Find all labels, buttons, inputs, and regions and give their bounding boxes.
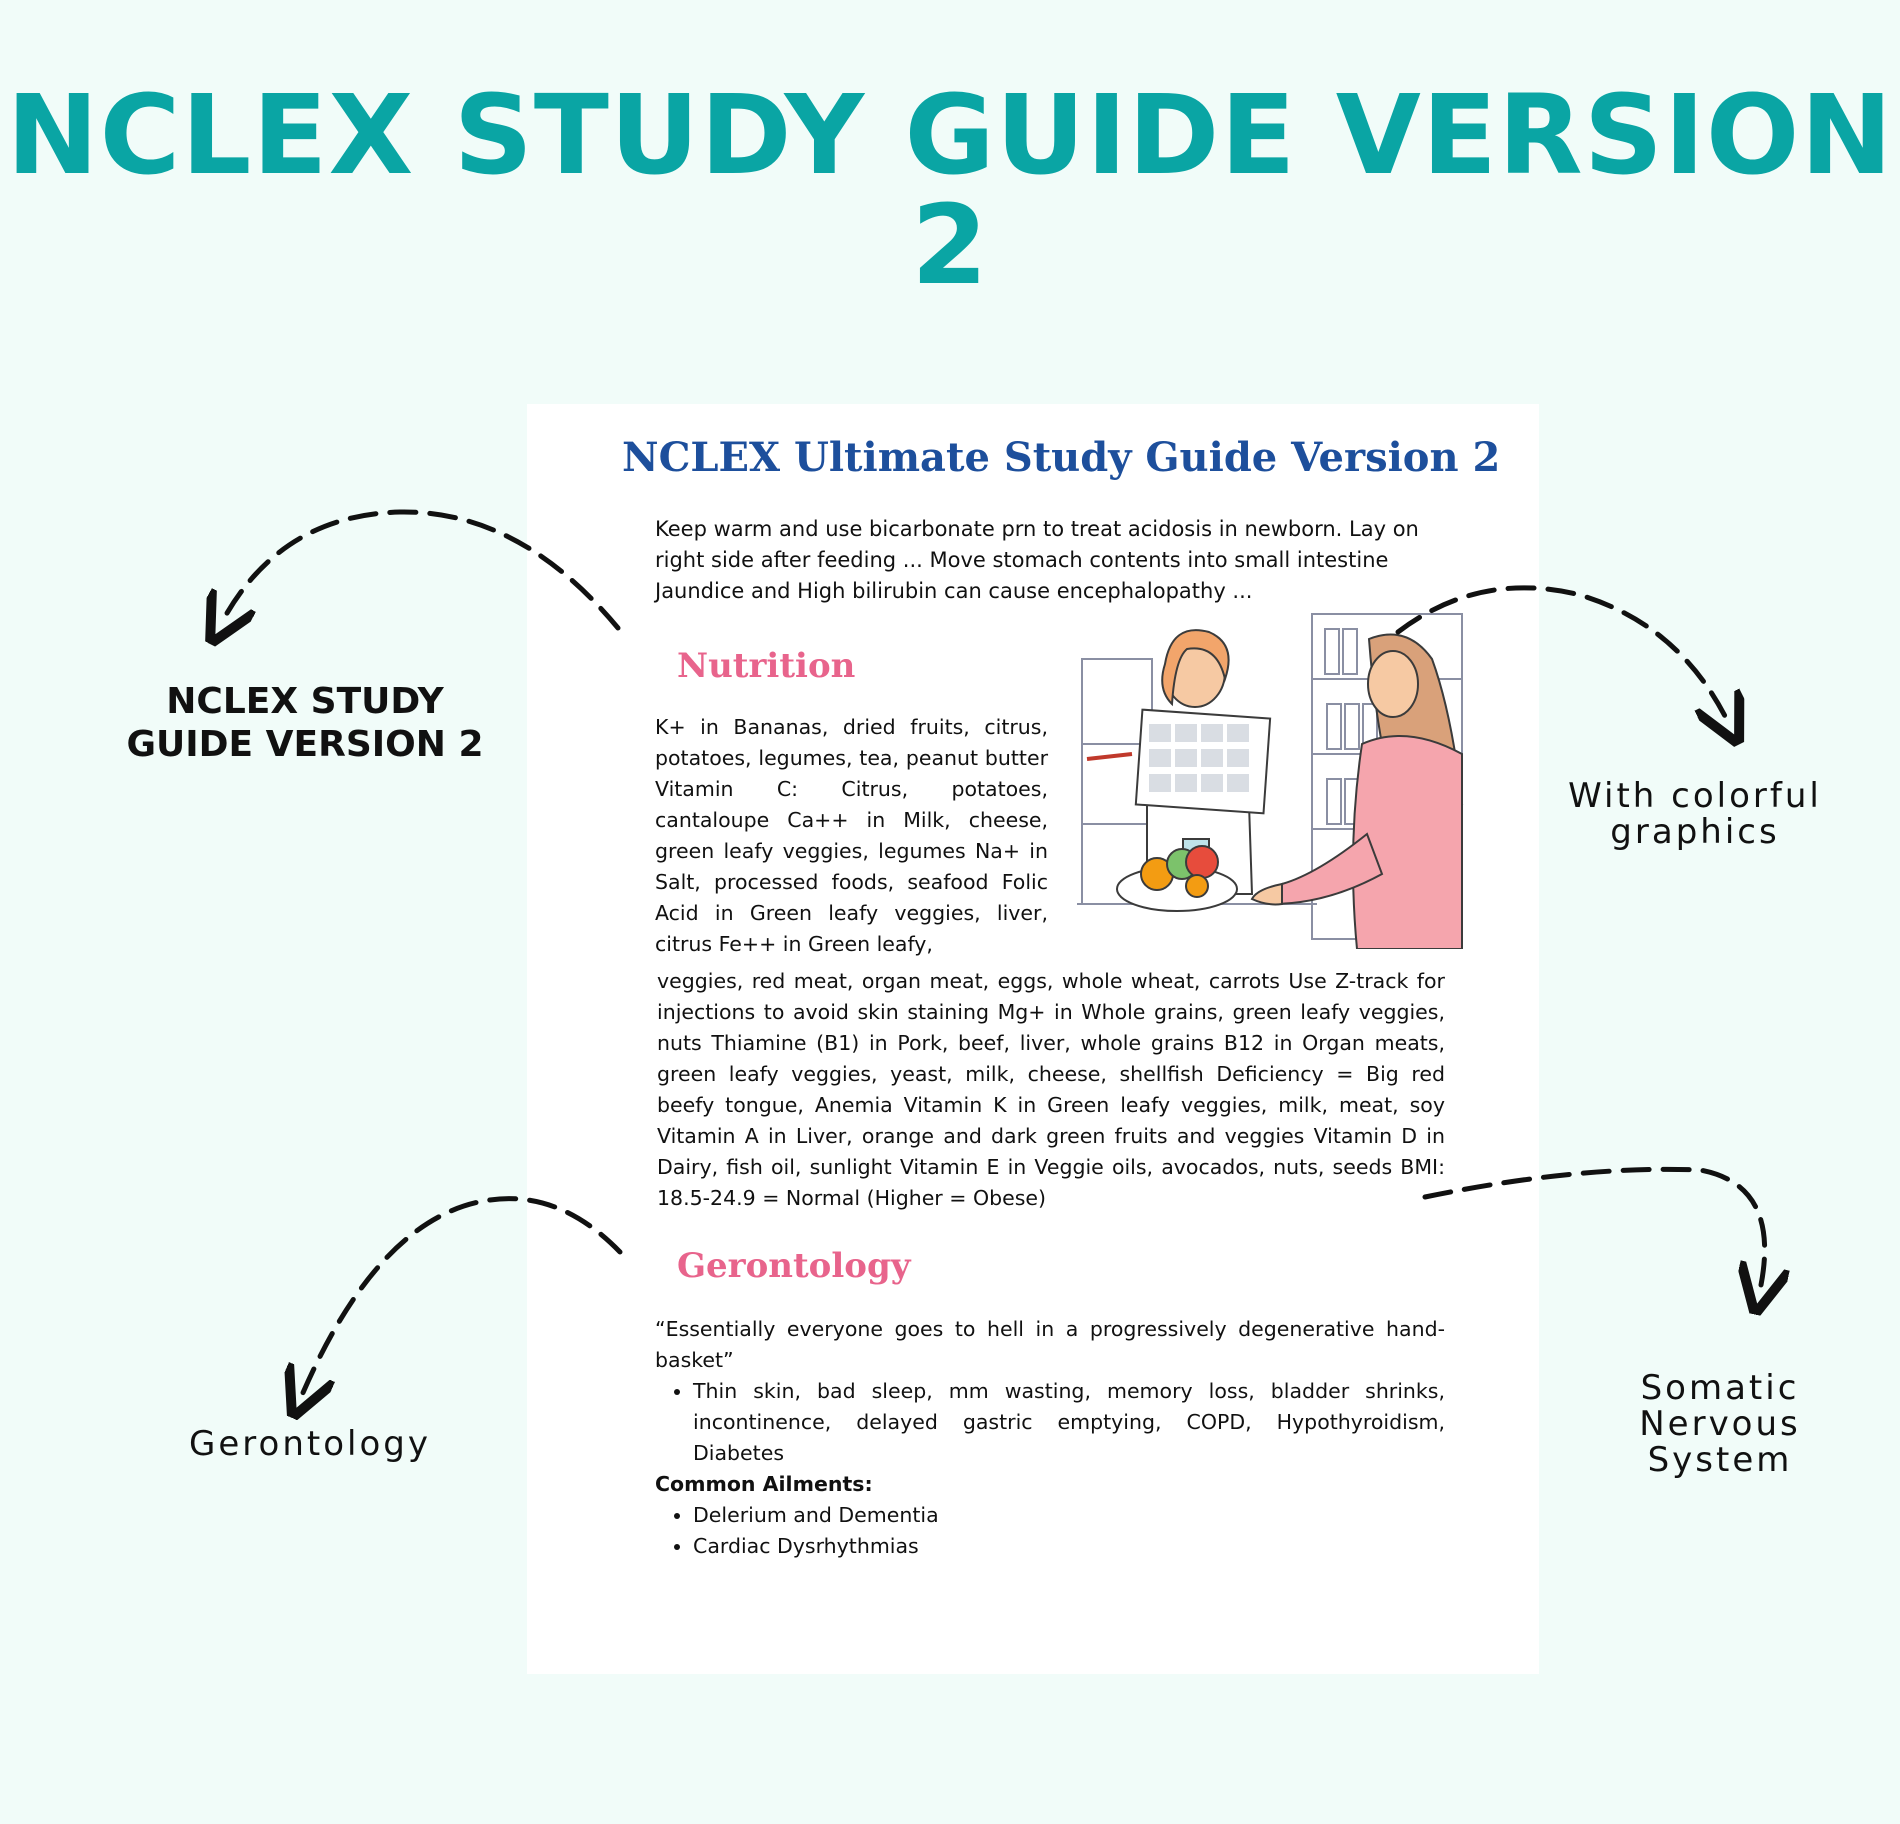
callout-top-left: NCLEX STUDY GUIDE VERSION 2 xyxy=(126,681,484,766)
document-page xyxy=(527,404,1539,1674)
gerontology-bullets xyxy=(655,1376,1445,1469)
ailments-label: Common Ailments: xyxy=(655,1472,873,1496)
callout-bottom-right: Somatic Nervous System xyxy=(1639,1368,1801,1480)
document-title: NCLEX Ultimate Study Guide Version 2 xyxy=(622,434,1501,481)
ailments-list xyxy=(655,1500,1445,1562)
gerontology-content xyxy=(655,1314,1445,1562)
list-item: • Thin skin, bad sleep, mm wasting, memory loss, bladder shrinks, incontinence, delayed gastric emptying, COPD, Hypothyroidism, Diabetes xyxy=(693,1376,1445,1469)
intro-paragraph: Keep warm and use bicarbonate prn to treat acidosis in newborn. Lay on right side after feeding ... Move stomach contents into small intestine Jaundice and High bilirubin can cause encephalopathy ... xyxy=(655,517,1419,603)
nutrition-text-beside-image: K+ in Bananas, dried fruits, citrus, potatoes, legumes, tea, peanut butter Vitamin C: Citrus, potatoes, cantaloupe Ca++ in Milk, cheese, green leafy veggies, legumes Na+ in Salt, processed foods, seafood Folic Acid in Green leafy veggies, liver, citrus Fe++ in Green leafy, xyxy=(655,715,1048,956)
gerontology-quote: “Essentially everyone goes to hell in a progressively degenerative hand-basket” xyxy=(655,1317,1445,1372)
callout-bottom-left: Gerontology xyxy=(189,1424,431,1464)
gerontology-heading: Gerontology xyxy=(677,1246,911,1286)
nutrition-text-full-width: veggies, red meat, organ meat, eggs, whole wheat, carrots Use Z-track for injections to avoid skin staining Mg+ in Whole grains, green leafy veggies, nuts Thiamine (B1) in Pork, beef, liver, whole grains B12 in Organ meats, green leafy veggies, yeast, milk, cheese, shellfish Deficiency = Big red beefy tongue, Anemia Vitamin K in Green leafy veggies, milk, meat, soy Vitamin A in Liver, orange and dark green fruits and veggies Vitamin D in Dairy, fish oil, sunlight Vitamin E in Veggie oils, avocados, nuts, seeds BMI: 18.5-24.9 = Normal (Higher = Obese) xyxy=(657,969,1445,1210)
nutrition-heading: Nutrition xyxy=(677,646,856,686)
list-item: • Cardiac Dysrhythmias xyxy=(693,1531,1445,1562)
callout-top-right: With colorful graphics xyxy=(1568,776,1822,852)
banner-title: NCLEX STUDY GUIDE VERSION 2 xyxy=(6,71,1894,309)
list-item: • Delerium and Dementia xyxy=(693,1500,1445,1531)
nutritionist-illustration-icon xyxy=(1077,604,1467,949)
